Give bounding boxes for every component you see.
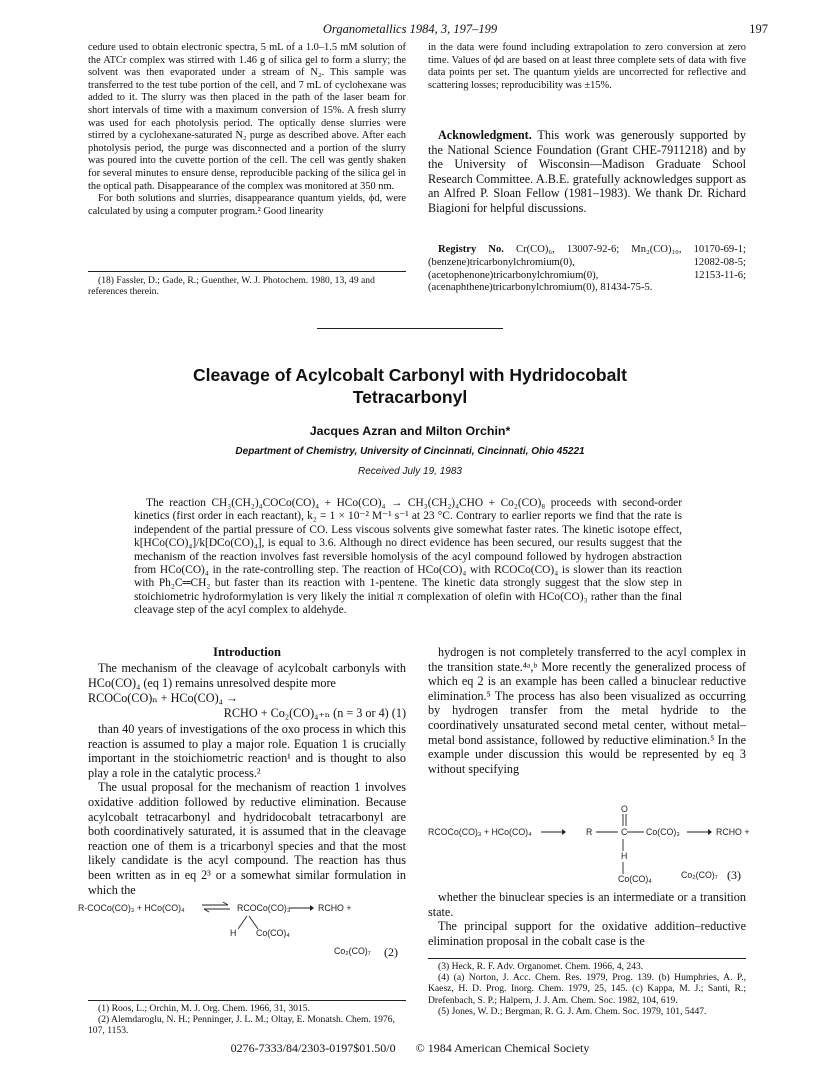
registry-numbers [428,244,746,295]
right-paragraph-3: The principal support for the oxidative addition–reductive elimination proposal in the cobalt case is the [428,919,746,948]
eq2-hydrogen: H [230,928,237,938]
footnotes-right [428,961,746,1017]
copyright: © 1984 American Chemical Society [415,1041,590,1055]
equation-1 [88,691,406,720]
intro-paragraph-1a: The mechanism of the cleavage of acylcobalt carbonyls with HCo(CO)₄ (eq 1) remains unresolved despite more [88,661,406,690]
eq3-cobalt-tetracarbonyl: Co(CO)₄ [618,874,652,884]
right-paragraph-1: hydrogen is not completely transferred to the acyl complex in the transition state.⁴ᵃ,ᵇ More recently the generalized process of which eq 2 is an example has been called a binuclear reductive elimination.⁵ The process has also been visualized as occurring by hydrogen transfer from the metal hydride to the coordinatively unsaturated second metal center, without metal–metal bond assistance, followed by reductive elimination.⁵ In the example under discussion this would be represented by eq 3 without specifying [428,645,746,776]
eq3-product-dimer: Co₂(CO)₇ [681,870,718,880]
authors: Jacques Azran and Milton Orchin* [309,424,511,438]
page-footer [0,1041,820,1056]
acknowledgment-text: This work was generously supported by the National Science Foundation (Grant CHE-7911218) and by the University of Wisconsin—Madison Graduate School Research Committee. A.B.E. gratefully acknowledges support as an Alfred P. Sloan Fellow (1981–1983). We thank Dr. Richard Biagioni for helpful discussions. [428,128,746,215]
eq3-carbon: C [621,827,628,837]
footnote-divider [88,271,406,272]
eq3-products: RCHO + [716,827,750,837]
intro-left-continued [88,722,406,897]
article-code: 0276-7333/84/2303-0197$01.50/0 [230,1041,396,1055]
eq3-hydrogen: H [621,851,628,861]
footnote-3: (3) Heck, R. F. Adv. Organomet. Chem. 1966, 4, 243. [438,961,644,972]
eq2-products: RCHO + [318,903,352,913]
eq3-cobalt-tricarbonyl: Co(CO)₃ [646,827,680,837]
prev-article-right-column [428,42,746,92]
received-date: Received July 19, 1983 [358,466,462,477]
eq2-number: (2) [384,945,398,959]
registry-text: Cr(CO)₆, 13007-92-6; Mn₂(CO)₁₀, 10170-69-1; (benzene)tricarbonylchromium(0), 12082-08-5; (acetophenone)tricarbonylchromium(0), 12153-11-6; (acenaphthene)tricarbonylchromium(0), 81434-75-5. [428,244,746,294]
journal-header: Organometallics 1984, 3, 197–199 [322,22,498,36]
footnote-18: (18) Fassler, D.; Gade, R.; Guenther, W. J. Photochem. 1980, 13, 49 and references therein. [88,275,375,298]
eq1-line-2: RCHO + Co₂(CO)₄₊ₙ (n = 3 or 4) (1) [223,705,406,720]
intro-paragraph-1b: than 40 years of investigations of the oxo process in which this reaction is assumed to play a major role. Equation 1 is crucially important in the stoichiometric reaction¹ and is thought to also play a role in the catalytic process.² [88,722,406,780]
footnote-divider-right [428,958,746,959]
right-paragraph-2: whether the binuclear species is an intermediate or a transition state. [428,890,746,919]
eq1-line-1: RCOCo(CO)ₙ + HCo(CO)₄ → [88,691,239,705]
article-separator [317,328,503,329]
intro-paragraph-2: The usual proposal for the mechanism of reaction 1 involves oxidative addition followed by reductive elimination. Because acylcobalt tetracarbonyl and hydridocobalt tetracarbonyl are both coordinatively saturated, it is assumed that in the cleavage reaction one of them is a tricarbonyl species and that the most likely candidate is the acyl compound. The reaction has thus been written as in eq 2³ or a somewhat similar formulation in which the [88,780,406,897]
footnote-2: (2) Alemdaroglu, N. H.; Penninger, J. L. M.; Oltay, E. Monatsh. Chem. 1976, 107, 1153. [88,1014,395,1037]
prev-article-left-column [88,42,406,218]
eq2-intermediate: RCOCo(CO)₃ [237,903,291,913]
intro-right-column [428,645,746,776]
eq3-r-group: R [586,827,593,837]
footnote-divider-left [88,1000,406,1001]
eq3-number: (3) [727,868,741,882]
eq2-product-dimer: Co₂(CO)₇ [334,946,371,956]
reaction-arrow-icon [686,828,712,836]
reaction-arrow-icon [540,828,566,836]
footnotes-left [88,1003,406,1037]
eq2-reactants: R-COCo(CO)₃ + HCo(CO)₄ [78,903,185,913]
prev-paragraph-1: cedure used to obtain electronic spectra, 5 mL of a 1.0–1.5 mM solution of the ATCr complex was stirred with 1.46 g of silica gel to form a slurry; the solvent was then evaporated under a stream of N₂. This sample was transferred to the test tube portion of the cell, and 7 mL of cyclohexane was added to it. The slurry was then placed in the path of the laser beam for short intervals of time with a maximum conversion of 15%. A fresh slurry was used for each photolysis period. The optically dense slurries were stirred by a cyclohexane-saturated N₂ purge as described above. After each photolysis period, the purge was disconnected and a portion of the slurry was poured into the cuvette portion of the cell. The cell was gently shaken for several minutes to ensure dense, reproducible packing of the silica gel in the optical path. Disappearance of the complex was monitored at 350 nm. [88,42,406,192]
eq3-reactants: RCOCo(CO)₃ + HCo(CO)₄ [428,827,532,837]
intro-left-column [88,661,406,690]
eq3-vertical-bond-2 [619,861,627,875]
title-line-1: Cleavage of Acylcobalt Carbonyl with Hydridocobalt [192,365,627,385]
abstract: The reaction CH₃(CH₂)₄COCo(CO)₄ + HCo(CO)₄ → CH₃(CH₂)₄CHO + Co₂(CO)₈ proceeds with second-order kinetics (first order in each reactant), k₂ = 1 × 10⁻² M⁻¹ s⁻¹ at 23 °C. Contrary to earlier reports we find that the rate is independent of the partial pressure of CO. Less viscous solvents give somewhat faster rates. The kinetic isotope effect, k[HCo(CO)₄]/k[DCo(CO)₄], is equal to 3.6. Although no direct evidence has been secured, our results suggest that the mechanism of the reaction involves fast reversible homolysis of the acyl compound followed by hydrogen abstraction from HCo(CO)₄ in the rate-controlling step. The reaction of HCo(CO)₄ with RCOCo(CO)₄ is slower than its reaction with Ph₂C═CH₂ but faster than its reaction with 1-pentene. The kinetic data strongly suggest that the slow step in stoichiometric hydroformylation is very likely the initial π complexation of olefin with HCo(CO)₃ rather than the final cleavage step of the acyl complex to aldehyde. [134,497,682,617]
double-bond-icon [619,813,631,827]
footnote-1: (1) Roos, L.; Orchin, M. J. Org. Chem. 1966, 31, 3015. [98,1003,310,1014]
equilibrium-arrow-icon [200,901,232,913]
footnote-5: (5) Jones, W. D.; Bergman, R. G. J. Am. Chem. Soc. 1979, 101, 5447. [438,1005,707,1017]
eq3-oxygen: O [621,804,628,814]
footnote-4: (4) (a) Norton, J. Acc. Chem. Res. 1979, Prog. 139. (b) Humphries, A. P., Kaesz, H. D. Prog. Inorg. Chem. 1979, 25, 145. (c) Kappa, M. J.; Santi, R.; Drefenbach, S. P.; Halpern, J. J. Am. Chem. Soc. 1982, 104, 619. [428,972,746,1006]
title-line-2: Tetracarbonyl [352,387,468,407]
prev-right-paragraph: in the data were found including extrapolation to zero conversion at zero time. Values of ϕd are based on at least three complete sets of data with five data points per set. The quantum yields are uncorrected for reflective and scattering losses; reproducibility was ±15%. [428,42,746,91]
eq3-vertical-bond [619,838,627,852]
intro-right-continued [428,890,746,948]
acknowledgment [428,128,746,216]
acknowledgment-label: Acknowledgment. [438,128,532,142]
page-number: 197 [749,22,768,36]
reaction-arrow-icon [288,904,314,912]
article-title [0,364,820,408]
registry-label: Registry No. [438,244,504,255]
introduction-heading: Introduction [213,645,281,659]
eq2-cobalt: Co(CO)₄ [256,928,290,938]
affiliation: Department of Chemistry, University of Cincinnati, Cincinnati, Ohio 45221 [235,446,585,457]
prev-paragraph-2: For both solutions and slurries, disappearance quantum yields, ϕd, were calculated by using a computer program.² Good linearity [88,193,406,217]
